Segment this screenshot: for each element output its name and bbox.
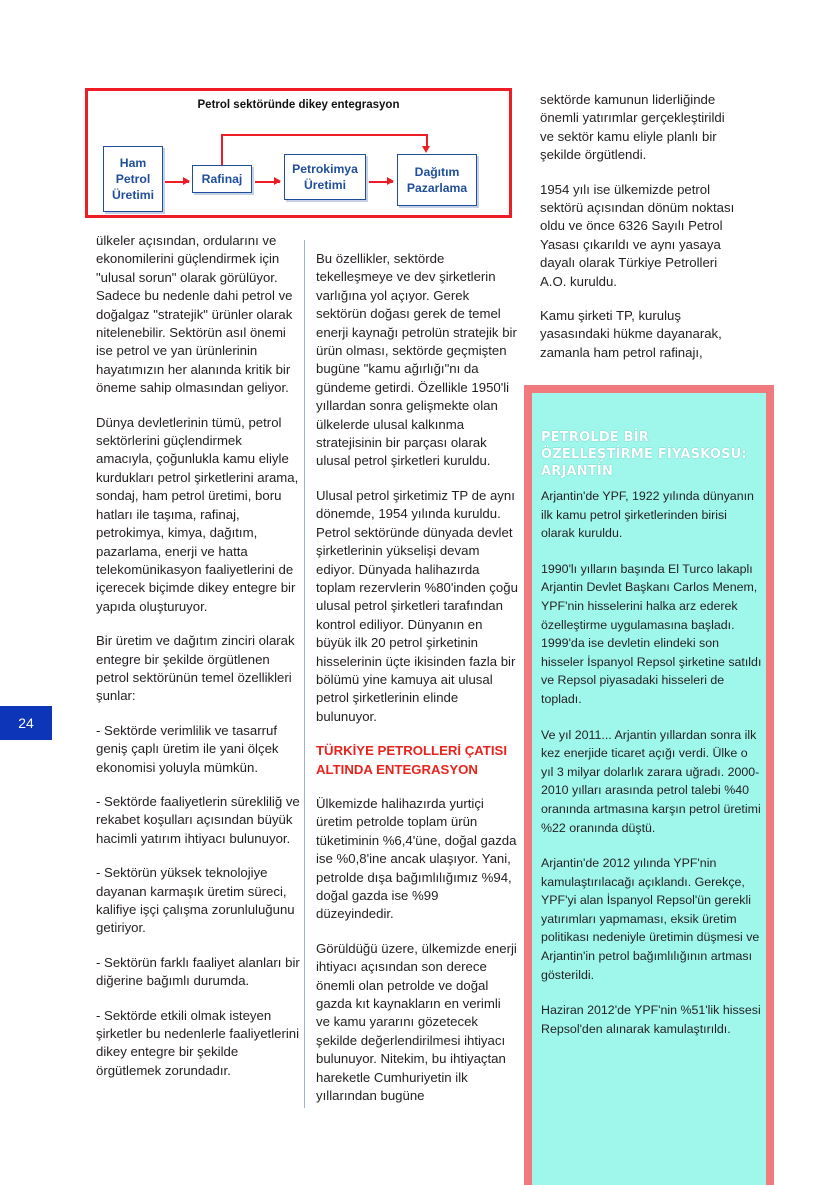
diagram-box-refining [192,165,252,193]
bullet-item: - Sektörde verimlilik ve tasarruf geniş çaplı üretim ile yani ölçek ekonomisi yoluyla mümkün. [96,722,279,775]
section-heading: TÜRKİYE PETROLLERİ ÇATISI ALTINDA ENTEGRASYON [316,743,507,777]
sidebar-paragraph: Arjantin'de 2012 yılında YPF'nin kamulaştırılacağı açıklandı. Gerekçe, YPF'yi alan İspanyol Repsol'ün gerekli yatırımları yapmaması, eksik üretim politikası nedeniyle üretimin düşmesi ve Arjantin'in petrol bağımlılığının artması gösterildi. [541,856,760,982]
sidebar-paragraph: 1990'lı yılların başında El Turco lakaplı Arjantin Devlet Başkanı Carlos Menem, YPF'nin hisselerini halka arz ederek özelleştirme uygulamasına başladı. 1999'da ise devletin elindeki son hisseler İspanyol Repsol şirketine satıldı ve Repsol piyasadaki hisseleri de topladı. [541,561,762,706]
box-line: Rafinaj [201,172,243,186]
connector-line [221,134,223,165]
diagram-box-distribution [397,154,477,206]
bullet-item: - Sektörün yüksek teknolojiye dayanan karmaşık üretim süreci, kalifiye işçi çalışma zorunluluğunu getiriyor. [96,865,295,936]
box-line: Petrokimya [292,162,358,176]
sidebar-title: PETROLDE BİR ÖZELLEŞTİRME FİYASKOSU: ARJANTİN [541,430,747,479]
paragraph: Kamu şirketi TP, kuruluş yasasındaki hükme dayanarak, zamanla ham petrol rafinajı, [540,308,722,360]
arrow-right-icon [369,181,393,183]
arrow-right-icon [165,181,189,183]
bullet-item: - Sektörde etkili olmak isteyen şirketler bu nedenlerle faaliyetlerini dikey entegre bir şekilde örgütlemek zorundadır. [96,1007,300,1078]
middle-column [316,250,518,1121]
diagram-title: Petrol sektöründe dikey entegrasyon [197,99,400,111]
connector-line [426,134,428,146]
page-number: 24 [0,706,52,740]
sidebar-content [532,393,766,1185]
sidebar-box [524,385,774,1185]
arrow-down-icon [422,146,430,153]
paragraph: 1954 yılı ise ülkemizde petrol sektörü açısından dönüm noktası oldu ve önce 6326 Sayılı Petrol Yasası çıkarıldı ve aynı yasaya dayalı olarak Türkiye Petrolleri A.O. kuruldu. [540,181,735,289]
box-line: Dağıtım [414,165,460,179]
paragraph: Ülkemizde halihazırda yurtiçi üretim petrolde toplam ürün tüketiminin %6,4'üne, doğal gazda ise %0,8'ine ancak ulaşıyor. Yani, petrolde dışa bağımlılığımız %94, doğal gazda ise %99 düzeyindedir. [316,795,517,922]
sidebar-body [541,487,763,1055]
arrow-right-icon [255,181,280,183]
bullet-item: - Sektörün farklı faaliyet alanları bir diğerine bağımlı durumda. [96,954,300,989]
connector-line [221,134,427,136]
integration-diagram [85,88,512,218]
paragraph: Ulusal petrol şirketimiz TP de aynı dönemde, 1954 yılında kuruldu. Petrol sektöründe dünyada devlet şirketlerinin yükselişi devam ediyor. Dünyada halihazırda toplam rezervlerin %80'inden çoğu ulusal petrol şirketleri tarafından kontrol ediliyor. Dünyanın en büyük ilk 20 petrol şirketinin hisselerinin üçte ikisinden fazla bir bölümü yine kamuya ait ulusal petrol şirketlerinin elinde bulunuyor. [316,487,518,724]
right-column [540,91,740,378]
box-line: Ham [119,156,147,170]
box-line: Üretimi [304,178,346,192]
column-divider [304,240,305,1108]
sidebar-paragraph: Arjantin'de YPF, 1922 yılında dünyanın ilk kamu petrol şirketlerinden birisi olarak kuruldu. [541,489,754,541]
sidebar-paragraph: Ve yıl 2011... Arjantin yıllardan sonra ilk kez enerjide ticaret açığı verdi. Ülke o yıl 3 milyar dolarlık zarara uğradı. 2000-2010 yılları arasında petrol talebi %40 oranında artmasına karşın petrol üretimi %22 oranında düştü. [541,727,761,835]
paragraph: Dünya devletlerinin tümü, petrol sektörlerini güçlendirmek amacıyla, çoğunlukla kamu eliyle kurdukları petrol şirketlerini arama, sondaj, ham petrol üretimi, boru hatları ile taşıma, rafinaj, petrokimya, kimya, dağıtım, pazarlama, enerji ve hatta telekomünikasyon faaliyetlerini de içerecek biçimde dikey entegre bir yapıda oluşturuyor. [96,414,299,614]
diagram-box-crude-production [103,146,163,212]
left-column [96,232,301,1096]
paragraph: Bir üretim ve dağıtım zinciri olarak entegre bir şekilde örgütlenen petrol sektörünün temel özellikleri şunlar: [96,633,295,704]
diagram-box-petrochemicals [284,154,366,200]
box-line: Üretimi [112,188,154,202]
bullet-item: - Sektörde faaliyetlerin sürekliliğ ve rekabet koşulları açısından büyük hacimli yatırım ihtiyacı bulunuyor. [96,793,300,846]
paragraph: sektörde kamunun liderliğinde önemli yatırımlar gerçekleştirildi ve sektör kamu eliyle planlı bir şekilde örgütlendi. [540,92,725,163]
paragraph: Bu özellikler, sektörde tekelleşmeye ve dev şirketlerin varlığına yol açıyor. Gerek sektörün doğası gerek de temel enerji kaynağı petrolün stratejik bir ürün olması, sektörde geçmişten bugüne "kamu ağırlığı"nı da gündeme getirdi. Özellikle 1950'li yıllardan sonra gelişmekte olan ülkelerde ulusal kalkınma stratejisinin bir parçası olarak ulusal petrol şirketleri kuruldu. [316,251,517,469]
box-line: Petrol [115,172,151,186]
paragraph: Görüldüğü üzere, ülkemizde enerji ihtiyacı açısından son derece önemli olan petrolde ve doğal gazda kıt kaynakların en verimli ve kamu yararını gözetecek şekilde değerlendirilmesi ihtiyacı bulunuyor. Nitekim, bu ihtiyaçtan hareketle Cumhuriyetin ilk yıllarından bugüne [316,940,517,1104]
paragraph: ülkeler açısından, ordularını ve ekonomilerini güçlendirmek için "ulusal sorun" olarak görülüyor. Sadece bu nedenle dahi petrol ve doğalgaz "stratejik" ürünler olarak nitelenebilir. Sektörün asıl önemi ise petrol ve yan ürünlerinin hayatımızın her alanında kritik bir öneme sahip olmasından geliyor. [96,233,293,396]
sidebar-paragraph: Haziran 2012'de YPF'nin %51'lik hissesi Repsol'den alınarak kamulaştırıldı. [541,1003,761,1036]
box-line: Pazarlama [406,181,468,195]
